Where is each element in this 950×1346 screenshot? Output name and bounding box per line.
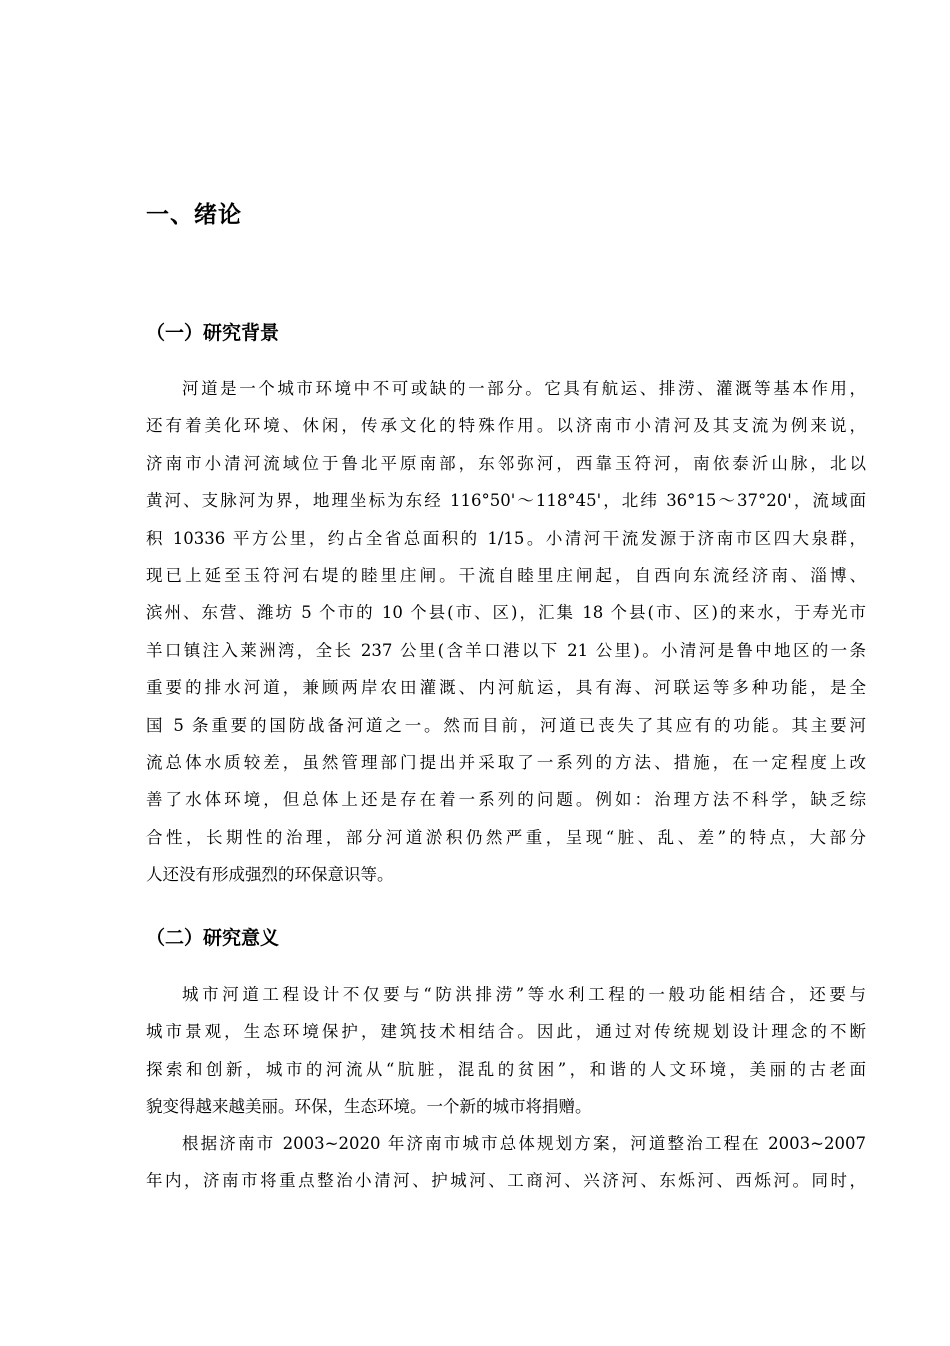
section-heading-significance: （二）研究意义 [146,927,280,949]
paragraph-line: 积 10336 平方公里，约占全省总面积的 1/15。小清河干流发源于济南市区四大泉群， [146,528,866,548]
paragraph-line: 国 5 条重要的国防战备河道之一。然而目前，河道已丧失了其应有的功能。其主要河 [146,715,866,735]
paragraph-line: 貌变得越来越美丽。环保，生态环境。一个新的城市将捐赠。 [146,1097,592,1117]
paragraph-line: 重要的排水河道，兼顾两岸农田灌溉、内河航运，具有海、河联运等多种功能，是全 [146,678,866,698]
paragraph-line: 滨州、东营、潍坊 5 个市的 10 个县(市、区)，汇集 18 个县(市、区)的来水，于寿光市 [146,603,866,623]
paragraph-line: 羊口镇注入莱洲湾，全长 237 公里(含羊口港以下 21 公里)。小清河是鲁中地区的一条 [146,640,866,660]
paragraph-line: 探索和创新，城市的河流从“肮脏，混乱的贫困”，和谐的人文环境，美丽的古老面 [146,1059,866,1079]
paragraph-line: 根据济南市 2003~2020 年济南市城市总体规划方案，河道整治工程在 2003~2007 [182,1134,866,1153]
paragraph-line: 善了水体环境，但总体上还是存在着一系列的问题。例如：治理方法不科学，缺乏综 [146,790,866,810]
paragraph-line: 还有着美化环境、休闲，传承文化的特殊作用。以济南市小清河及其支流为例来说， [146,416,866,436]
paragraph-line: 人还没有形成强烈的环保意识等。 [146,865,394,885]
section-heading-background: （一）研究背景 [146,322,280,344]
paragraph-line: 合性，长期性的治理，部分河道淤积仍然严重，呈现“脏、乱、差”的特点，大部分 [146,827,866,847]
significance-paragraph-1 [146,976,866,1126]
paragraph-line: 城市河道工程设计不仅要与“防洪排涝”等水利工程的一般功能相结合，还要与 [182,985,866,1004]
paragraph-line: 年内，济南市将重点整治小清河、护城河、工商河、兴济河、东烁河、西烁河。同时， [146,1171,866,1191]
significance-paragraph-2 [146,1125,866,1200]
paragraph-line: 现已上延至玉符河右堤的睦里庄闸。干流自睦里庄闸起，自西向东流经济南、淄博、 [146,565,866,585]
paragraph-line: 流总体水质较差，虽然管理部门提出并采取了一系列的方法、措施，在一定程度上改 [146,752,866,772]
paragraph-line: 河道是一个城市环境中不可或缺的一部分。它具有航运、排涝、灌溉等基本作用， [182,379,866,398]
chapter-heading: 一、绪论 [146,202,242,228]
paragraph-line: 济南市小清河流域位于鲁北平原南部，东邻弥河，西靠玉符河，南依泰沂山脉，北以 [146,453,866,473]
paragraph-line: 城市景观，生态环境保护，建筑技术相结合。因此，通过对传统规划设计理念的不断 [146,1022,866,1042]
paragraph-line: 黄河、支脉河为界，地理坐标为东经 116°50'～118°45'，北纬 36°15～37°20'，流域面 [146,491,866,511]
background-paragraph [146,370,866,893]
